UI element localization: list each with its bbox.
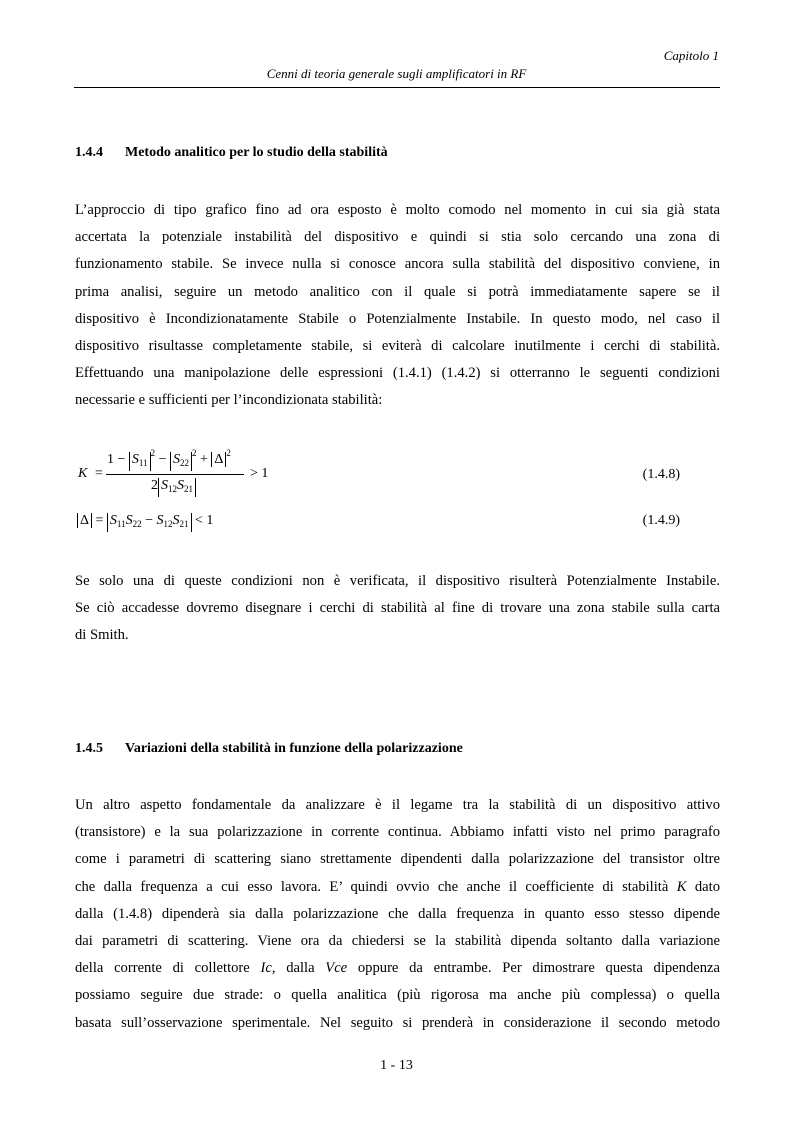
text-line: Se ciò accadesse dovremo disegnare i cerchi di stabilità al fine di trovare una zona stabile sulla carta <box>75 600 720 617</box>
text-line: (transistore) e la sua polarizzazione in corrente continua. Abbiamo infatti visto nel primo paragrafo <box>75 824 720 841</box>
text-line: Se solo una di queste condizioni non è verificata, il dispositivo risulterà Potenzialmente Instabile. <box>75 573 720 589</box>
text-line: possiamo seguire due strade: o quella analitica (più rigorosa ma anche più complessa) o quella <box>75 987 720 1004</box>
eq-minus: − <box>117 452 126 467</box>
text-line: necessarie e sufficienti per l’incondizionata stabilità: <box>75 392 383 409</box>
text-line: della corrente di collettore Ic, dalla Vce oppure da entrambe. Per dimostrare questa dipendenza <box>75 960 720 977</box>
section-title: Variazioni della stabilità in funzione della polarizzazione <box>125 741 463 756</box>
eq-k-symbol: K <box>78 466 88 481</box>
text-line: dai parametri di scattering. Viene ora da chiedersi se la stabilità dipenda soltanto dalla variazione <box>75 932 720 949</box>
ic-symbol: Ic <box>260 960 272 977</box>
eq-body <box>77 513 213 532</box>
eq-abs-s11: $S_{11}$ <box>129 452 151 471</box>
eq-equals: = <box>95 466 103 481</box>
equation-number: (1.4.8) <box>642 467 680 482</box>
eq-fraction-bar <box>106 474 244 475</box>
text-line: dispositivo risultasse completamente stabile, si eviterà di calcolare inutilmente i cerchi di stabilità. <box>75 337 720 354</box>
eq-abs-delta: Δ <box>77 513 92 528</box>
eq-abs-s12s21: $S_{12}S_{21}$ <box>158 478 196 497</box>
text-line: basata sull’osservazione sperimentale. Nel seguito si prenderà in considerazione il secondo metodo <box>75 1014 720 1031</box>
eq-minus: − <box>158 452 167 467</box>
text-line: Effettuando una manipolazione delle espressioni (1.4.1) (1.4.2) si otterranno le seguenti condizioni <box>75 365 720 382</box>
paragraph-analytic-method <box>75 197 720 415</box>
eq-rhs: < 1 <box>195 513 214 528</box>
text-line: dalla (1.4.8) dipenderà sia dalla polarizzazione che dalla frequenza in quanto esso stesso dipende <box>75 905 720 922</box>
equation-1-4-8 <box>75 446 680 506</box>
eq-abs-delta: Δ <box>211 452 226 467</box>
eq-denominator <box>151 478 196 497</box>
eq-two: 2 <box>151 478 158 493</box>
section-number: 1.4.5 <box>75 741 103 756</box>
text-line: Un altro aspetto fondamentale da analizzare è il legame tra la stabilità di un dispositivo attivo <box>75 797 720 813</box>
eq-equals: = <box>95 513 104 528</box>
section-heading-1-4-4 <box>75 145 388 161</box>
header-title: Cenni di teoria generale sugli amplificatori in RF <box>266 66 527 81</box>
equation-number: (1.4.9) <box>642 513 680 528</box>
section-title: Metodo analitico per lo studio della stabilità <box>125 145 388 160</box>
section-number: 1.4.4 <box>75 145 103 160</box>
text-line: dispositivo è Incondizionatamente Stabile o Potenzialmente Instabile. In questo modo, nel caso il <box>75 310 720 327</box>
header-divider <box>74 87 720 88</box>
eq-numerator: $1 - S_{11}^2 - S_{22}^2 + \Delta$ $^2$ <box>107 448 231 471</box>
text-line: accertata la potenziale instabilità del dispositivo e quindi si stia solo cercando una zona di <box>75 229 720 246</box>
eq-abs-det: $S_{11}S_{22} - S_{12}S_{21}$ <box>107 513 192 532</box>
equation-1-4-9 <box>75 511 680 535</box>
header-chapter: Capitolo 1 <box>663 48 719 63</box>
text-line: come i parametri di scattering siano strettamente dipendenti dalla polarizzazione del transistor oltre <box>75 851 720 868</box>
eq-rhs: > 1 <box>250 466 269 481</box>
k-symbol: K <box>676 878 687 895</box>
text-line: prima analisi, seguire un metodo analitico con il quale si potrà immediatamente sapere se il <box>75 283 720 300</box>
text-line: di Smith. <box>75 627 129 644</box>
page-number: 1 - 13 <box>380 1058 413 1073</box>
vce-symbol: Vce <box>325 960 348 977</box>
eq-abs-s22: $S_{22}$ <box>170 452 192 471</box>
eq-plus: + <box>199 452 208 467</box>
eq-one: 1 <box>107 452 114 467</box>
section-heading-1-4-5 <box>75 741 463 757</box>
paragraph-polarization <box>75 792 720 1037</box>
text-line: funzionamento stabile. Se invece nulla si conosce ancora sulla stabilità del dispositivo conviene, in <box>75 256 720 273</box>
text-line: che dalla frequenza a cui esso lavora. E’ quindi ovvio che anche il coefficiente di stabilità K dato <box>75 878 721 895</box>
paragraph-instability-note <box>75 568 720 650</box>
text-line: L’approccio di tipo grafico fino ad ora esposto è molto comodo nel momento in cui sia già stata <box>75 202 720 218</box>
